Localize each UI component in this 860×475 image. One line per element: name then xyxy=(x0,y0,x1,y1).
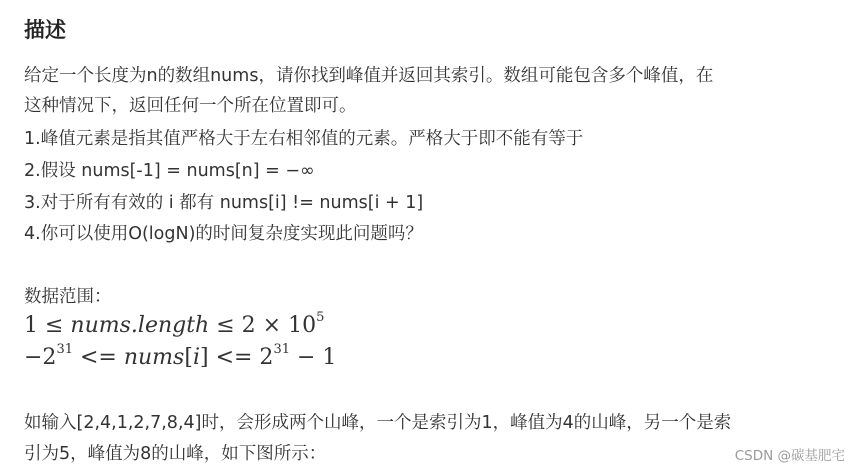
formula-left-bracket: [ xyxy=(184,345,193,370)
section-title: 描述 xyxy=(24,18,66,42)
description-line-1: 给定一个长度为n的数组nums，请你找到峰值并返回其索引。数组可能包含多个峰值，在 xyxy=(24,66,714,86)
formula-right-bracket: ] xyxy=(199,345,209,370)
rule-3: 3.对于所有有效的 i 都有 nums[i] != nums[i + 1] xyxy=(24,193,424,213)
example-line-2: 引为5，峰值为8的山峰，如下图所示： xyxy=(24,444,327,464)
formula-upper-bound: ≤ 2 × 10 xyxy=(209,313,317,338)
formula-upper-exponent: 31 xyxy=(273,341,290,357)
constraint-length-formula xyxy=(24,311,324,341)
range-label: 数据范围： xyxy=(24,287,112,307)
formula-lte-left: <= xyxy=(72,345,124,370)
formula-lower-bound: 1 ≤ xyxy=(24,313,71,338)
formula-lower-exponent: 31 xyxy=(56,341,73,357)
formula-exponent: 5 xyxy=(316,309,325,325)
formula-array-name: nums xyxy=(123,345,185,370)
rule-4: 4.你可以使用O(logN)的时间复杂度实现此问题吗？ xyxy=(24,224,423,244)
rule-2: 2.假设 nums[-1] = nums[n] = −∞ xyxy=(24,161,315,181)
formula-lte-right: <= 2 xyxy=(208,345,274,370)
constraint-value-formula xyxy=(24,343,336,373)
example-line-1: 如输入[2,4,1,2,7,8,4]时，会形成两个山峰，一个是索引为1，峰值为4的山峰，另一个是索 xyxy=(24,413,732,433)
formula-index: i xyxy=(192,345,200,370)
csdn-watermark: CSDN @碳基肥宅 xyxy=(734,448,845,464)
formula-minus-one: − 1 xyxy=(289,345,337,370)
formula-variable: nums.length xyxy=(70,313,210,338)
rule-1: 1.峰值元素是指其值严格大于左右相邻值的元素。严格大于即不能有等于 xyxy=(24,129,584,149)
description-line-2: 这种情况下，返回任何一个所在位置即可。 xyxy=(24,96,357,116)
formula-lower-base: −2 xyxy=(24,345,57,370)
